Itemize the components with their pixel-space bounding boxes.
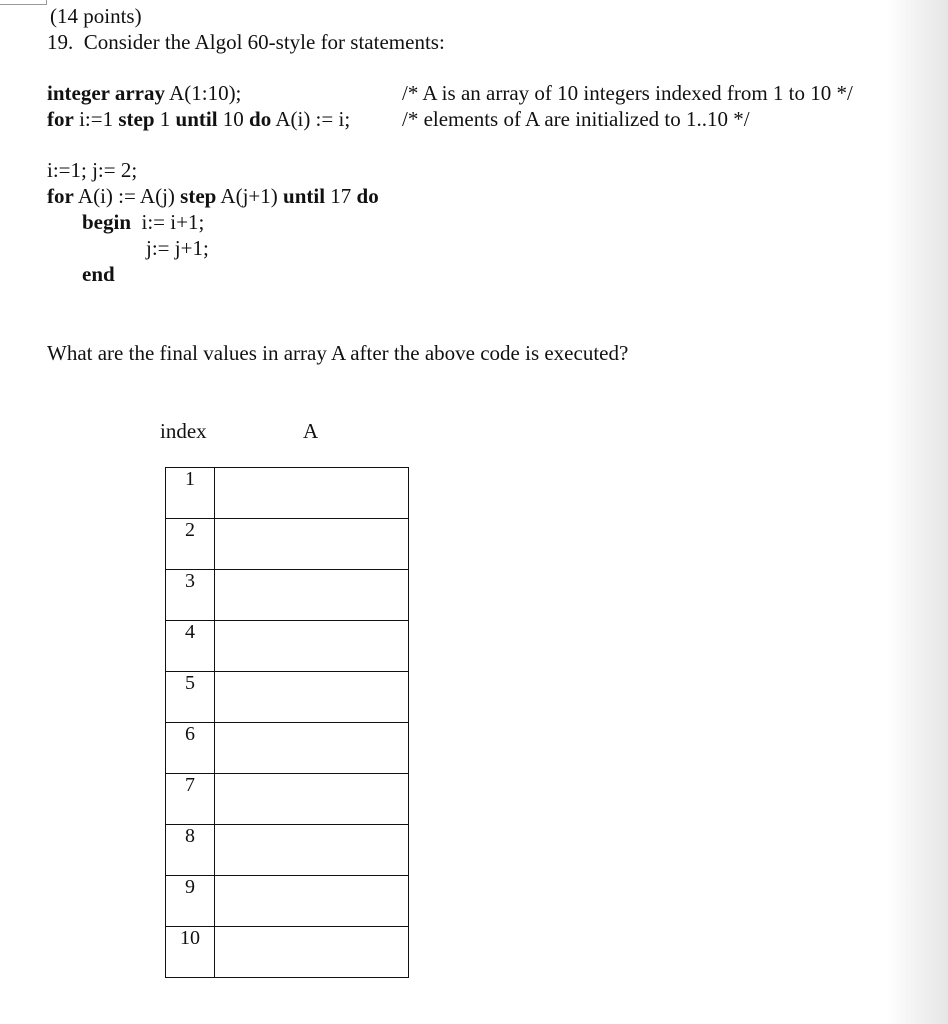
code-text: 1 [154,107,176,131]
index-cell: 1 [166,468,215,519]
keyword: until [175,107,218,131]
page-edge-shadow [888,0,948,1024]
answer-cell[interactable] [215,825,409,876]
index-cell: 6 [166,723,215,774]
answer-cell[interactable] [215,621,409,672]
answer-table [165,467,409,978]
code-line-5 [82,210,204,234]
code-text: i:= i+1; [131,210,205,234]
code-line-4 [47,184,379,208]
table-row [166,876,409,927]
answer-cell[interactable] [215,468,409,519]
index-cell: 9 [166,876,215,927]
code-text: 17 [325,184,357,208]
table-header-index: index [160,419,207,443]
table-row [166,672,409,723]
answer-cell[interactable] [215,774,409,825]
keyword: end [82,262,115,286]
question-number: 19. [47,30,74,54]
keyword: step [118,107,155,131]
keyword: begin [82,210,132,234]
keyword: do [249,107,272,131]
table-row [166,621,409,672]
index-cell: 7 [166,774,215,825]
table-row [166,468,409,519]
code-line-2 [47,107,350,131]
code-line-1 [47,81,241,105]
keyword: for [47,184,74,208]
table-header-a: A [303,419,319,443]
question-text: Consider the Algol 60-style for statements: [83,30,445,54]
code-text: A(1:10); [164,81,242,105]
code-line-7 [82,262,115,286]
answer-cell[interactable] [215,519,409,570]
code-line-6: j:= j+1; [146,236,209,260]
code-text: 10 [217,107,250,131]
table-row [166,519,409,570]
index-cell: 2 [166,519,215,570]
code-text: A(i) := A(j) [73,184,181,208]
answer-cell[interactable] [215,570,409,621]
keyword: step [180,184,217,208]
keyword: for [47,107,74,131]
code-line-3: i:=1; j:= 2; [47,158,138,182]
answer-cell[interactable] [215,876,409,927]
answer-cell[interactable] [215,672,409,723]
table-row [166,927,409,978]
code-comment-1: /* A is an array of 10 integers indexed from 1 to 10 */ [402,81,853,105]
code-comment-2: /* elements of A are initialized to 1..10 */ [402,107,750,131]
table-row [166,825,409,876]
keyword: integer array [47,81,165,105]
keyword: until [283,184,326,208]
table-row [166,774,409,825]
code-text: A(i) := i; [271,107,351,131]
corner-mark [0,0,47,5]
index-cell: 4 [166,621,215,672]
index-cell: 5 [166,672,215,723]
points-label: (14 points) [50,4,142,28]
code-text: A(j+1) [216,184,284,208]
answer-cell[interactable] [215,723,409,774]
index-cell: 3 [166,570,215,621]
question-prompt: What are the final values in array A after the above code is executed? [47,341,629,365]
answer-cell[interactable] [215,927,409,978]
question-heading [47,30,445,54]
table-row [166,723,409,774]
index-cell: 10 [166,927,215,978]
keyword: do [356,184,379,208]
code-text: i:=1 [73,107,119,131]
index-cell: 8 [166,825,215,876]
table-row [166,570,409,621]
